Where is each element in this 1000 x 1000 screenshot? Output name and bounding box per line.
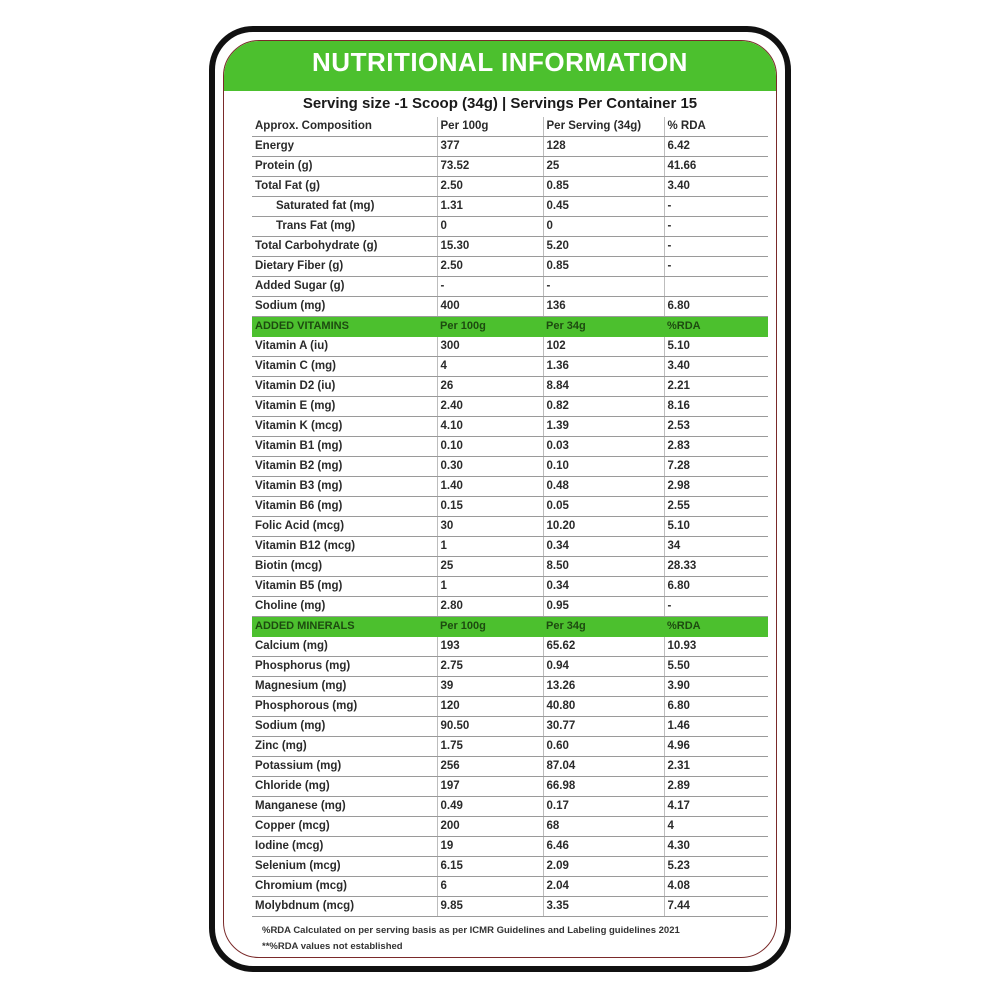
table-row [252,177,768,197]
per-100g-cell: 0.15 [437,497,543,517]
per-serving-cell: 0.17 [543,797,664,817]
rda-cell: 2.31 [664,757,768,777]
per-100g-cell: 39 [437,677,543,697]
rda-cell: 28.33 [664,557,768,577]
nutrient-name-cell: Vitamin B6 (mg) [252,497,437,517]
per-100g-cell: 0.30 [437,457,543,477]
table-row [252,497,768,517]
per-100g-cell: 1 [437,537,543,557]
per-serving-cell: 0.48 [543,477,664,497]
per-100g-cell: 197 [437,777,543,797]
table-row [252,377,768,397]
rda-cell: 2.98 [664,477,768,497]
per-serving-cell: 0.60 [543,737,664,757]
per-serving-cell: 0.95 [543,597,664,617]
per-serving-cell: 0.85 [543,257,664,277]
per-serving-cell: 13.26 [543,677,664,697]
per-100g-cell: 2.50 [437,257,543,277]
nutrient-name-cell: Zinc (mg) [252,737,437,757]
rda-cell: 3.40 [664,177,768,197]
rda-cell: 8.16 [664,397,768,417]
table-row [252,597,768,617]
table-row [252,337,768,357]
table-row [252,897,768,917]
per-serving-cell: 0.34 [543,577,664,597]
serving-info: Serving size -1 Scoop (34g) | Servings Per Container 15 [302,95,698,112]
per-serving-cell: 40.80 [543,697,664,717]
per-serving-cell: 8.84 [543,377,664,397]
per-100g-cell: 2.80 [437,597,543,617]
rda-cell: 5.50 [664,657,768,677]
nutrient-name-cell: Dietary Fiber (g) [252,257,437,277]
per-serving-cell: 8.50 [543,557,664,577]
nutrient-name-cell: Calcium (mg) [252,637,437,657]
rda-cell: - [664,597,768,617]
nutrient-name-cell: Vitamin K (mcg) [252,417,437,437]
nutrient-name-cell: Vitamin D2 (iu) [252,377,437,397]
per-100g-cell: 90.50 [437,717,543,737]
per-100g-cell: 1.40 [437,477,543,497]
per-serving-cell: 68 [543,817,664,837]
per-serving-cell: 3.35 [543,897,664,917]
table-header-row [252,117,768,137]
per-100g-cell: Per 100g [437,317,543,337]
per-serving-cell: Per 34g [543,317,664,337]
table-row [252,677,768,697]
per-100g-cell: Per 100g [437,117,543,137]
nutrient-name-cell: Approx. Composition [252,117,437,137]
rda-cell: 7.28 [664,457,768,477]
table-row [252,537,768,557]
nutrition-table [252,117,768,917]
nutrition-label [209,26,791,972]
rda-cell: 4 [664,817,768,837]
table-row [252,197,768,217]
table-row [252,637,768,657]
rda-cell: 2.21 [664,377,768,397]
rda-cell: - [664,237,768,257]
rda-cell: 4.08 [664,877,768,897]
nutrient-name-cell: Folic Acid (mcg) [252,517,437,537]
label-inner-frame [223,40,777,958]
table-row [252,817,768,837]
table-row [252,137,768,157]
nutrient-name-cell: Vitamin B1 (mg) [252,437,437,457]
per-serving-cell: 0 [543,217,664,237]
rda-cell: 41.66 [664,157,768,177]
rda-cell: 4.30 [664,837,768,857]
nutrient-name-cell: Energy [252,137,437,157]
per-100g-cell: 200 [437,817,543,837]
per-serving-cell: 66.98 [543,777,664,797]
table-row [252,397,768,417]
table-row [252,417,768,437]
table-row [252,837,768,857]
per-100g-cell: 73.52 [437,157,543,177]
title-banner [224,41,776,91]
table-row [252,157,768,177]
footnote-rda: %RDA Calculated on per serving basis as per ICMR Guidelines and Labeling guidelines 2021 [262,925,680,936]
table-row [252,757,768,777]
table-row [252,477,768,497]
per-100g-cell: 4.10 [437,417,543,437]
per-serving-cell: 10.20 [543,517,664,537]
per-100g-cell: 400 [437,297,543,317]
rda-cell [664,277,768,297]
rda-cell: - [664,197,768,217]
per-100g-cell: 0 [437,217,543,237]
per-100g-cell: 15.30 [437,237,543,257]
per-100g-cell: 2.50 [437,177,543,197]
per-100g-cell: 377 [437,137,543,157]
per-100g-cell: 6.15 [437,857,543,877]
nutrient-name-cell: Magnesium (mg) [252,677,437,697]
rda-cell: 1.46 [664,717,768,737]
nutrient-name-cell: Total Carbohydrate (g) [252,237,437,257]
table-row [252,877,768,897]
per-serving-cell: 0.03 [543,437,664,457]
per-serving-cell: 6.46 [543,837,664,857]
nutrient-name-cell: Vitamin A (iu) [252,337,437,357]
rda-cell: 4.17 [664,797,768,817]
table-row [252,797,768,817]
nutrient-name-cell: Chromium (mcg) [252,877,437,897]
table-row [252,457,768,477]
table-row [252,717,768,737]
nutrient-name-cell: ADDED MINERALS [252,617,437,637]
per-serving-cell: 65.62 [543,637,664,657]
table-row [252,577,768,597]
per-100g-cell: 6 [437,877,543,897]
table-row [252,857,768,877]
per-100g-cell: 2.75 [437,657,543,677]
per-100g-cell: - [437,277,543,297]
per-100g-cell: 1.31 [437,197,543,217]
rda-cell: 5.10 [664,337,768,357]
rda-cell: %RDA [664,317,768,337]
rda-cell: 6.80 [664,297,768,317]
per-serving-cell: Per 34g [543,617,664,637]
per-100g-cell: 26 [437,377,543,397]
rda-cell: 2.53 [664,417,768,437]
per-serving-cell: Per Serving (34g) [543,117,664,137]
per-serving-cell: 1.36 [543,357,664,377]
nutrient-name-cell: Chloride (mg) [252,777,437,797]
table-row [252,217,768,237]
rda-cell: 2.89 [664,777,768,797]
rda-cell: 6.80 [664,697,768,717]
rda-cell: 4.96 [664,737,768,757]
nutrient-name-cell: Vitamin B12 (mcg) [252,537,437,557]
nutrient-name-cell: Choline (mg) [252,597,437,617]
table-row [252,777,768,797]
nutrient-name-cell: Vitamin B5 (mg) [252,577,437,597]
per-serving-cell: 136 [543,297,664,317]
nutrient-name-cell: Biotin (mcg) [252,557,437,577]
per-serving-cell: 87.04 [543,757,664,777]
rda-cell: 6.42 [664,137,768,157]
per-serving-cell: 0.05 [543,497,664,517]
per-serving-cell: 0.45 [543,197,664,217]
nutrient-name-cell: Manganese (mg) [252,797,437,817]
rda-cell: 2.55 [664,497,768,517]
nutrient-name-cell: Copper (mcg) [252,817,437,837]
per-serving-cell: 128 [543,137,664,157]
nutrient-name-cell: ADDED VITAMINS [252,317,437,337]
per-100g-cell: 120 [437,697,543,717]
table-row [252,557,768,577]
rda-cell: 10.93 [664,637,768,657]
nutrient-name-cell: Sodium (mg) [252,717,437,737]
nutrient-name-cell: Total Fat (g) [252,177,437,197]
per-serving-cell: 2.09 [543,857,664,877]
rda-cell: 34 [664,537,768,557]
per-serving-cell: 0.94 [543,657,664,677]
nutrient-name-cell: Phosphorous (mg) [252,697,437,717]
table-row [252,357,768,377]
per-serving-cell: 0.10 [543,457,664,477]
per-100g-cell: 1.75 [437,737,543,757]
per-100g-cell: 1 [437,577,543,597]
nutrient-name-cell: Trans Fat (mg) [252,217,437,237]
per-100g-cell: 0.10 [437,437,543,457]
per-serving-cell: 2.04 [543,877,664,897]
rda-cell: 6.80 [664,577,768,597]
rda-cell: 3.90 [664,677,768,697]
rda-cell: 5.10 [664,517,768,537]
per-100g-cell: 0.49 [437,797,543,817]
nutrient-name-cell: Vitamin B3 (mg) [252,477,437,497]
per-100g-cell: 25 [437,557,543,577]
table-row [252,257,768,277]
per-100g-cell: 9.85 [437,897,543,917]
rda-cell: % RDA [664,117,768,137]
table-row [252,517,768,537]
nutrient-name-cell: Selenium (mcg) [252,857,437,877]
table-row [252,277,768,297]
rda-cell: 3.40 [664,357,768,377]
vitamins-section-header [252,317,768,337]
table-row [252,237,768,257]
rda-cell: 2.83 [664,437,768,457]
per-serving-cell: 0.82 [543,397,664,417]
per-100g-cell: 300 [437,337,543,357]
per-serving-cell: 1.39 [543,417,664,437]
per-serving-cell: 0.34 [543,537,664,557]
table-row [252,697,768,717]
table-row [252,297,768,317]
per-serving-cell: - [543,277,664,297]
per-100g-cell: 4 [437,357,543,377]
table-row [252,657,768,677]
nutrient-name-cell: Potassium (mg) [252,757,437,777]
nutrient-name-cell: Vitamin C (mg) [252,357,437,377]
per-serving-cell: 30.77 [543,717,664,737]
minerals-section-header [252,617,768,637]
rda-cell: - [664,257,768,277]
per-serving-cell: 0.85 [543,177,664,197]
rda-cell: %RDA [664,617,768,637]
nutrient-name-cell: Sodium (mg) [252,297,437,317]
nutrient-name-cell: Saturated fat (mg) [252,197,437,217]
per-serving-cell: 102 [543,337,664,357]
nutrient-name-cell: Added Sugar (g) [252,277,437,297]
per-100g-cell: Per 100g [437,617,543,637]
per-100g-cell: 256 [437,757,543,777]
per-100g-cell: 30 [437,517,543,537]
per-serving-cell: 25 [543,157,664,177]
nutrient-name-cell: Vitamin B2 (mg) [252,457,437,477]
per-100g-cell: 193 [437,637,543,657]
per-100g-cell: 2.40 [437,397,543,417]
rda-cell: 7.44 [664,897,768,917]
table-row [252,737,768,757]
label-title: NUTRITIONAL INFORMATION [312,47,688,77]
nutrient-name-cell: Vitamin E (mg) [252,397,437,417]
rda-cell: 5.23 [664,857,768,877]
rda-cell: - [664,217,768,237]
nutrient-name-cell: Protein (g) [252,157,437,177]
nutrient-name-cell: Molybdnum (mcg) [252,897,437,917]
footnote-not-established: **%RDA values not established [262,941,403,952]
per-serving-cell: 5.20 [543,237,664,257]
nutrient-name-cell: Iodine (mcg) [252,837,437,857]
table-row [252,437,768,457]
per-100g-cell: 19 [437,837,543,857]
nutrient-name-cell: Phosphorus (mg) [252,657,437,677]
